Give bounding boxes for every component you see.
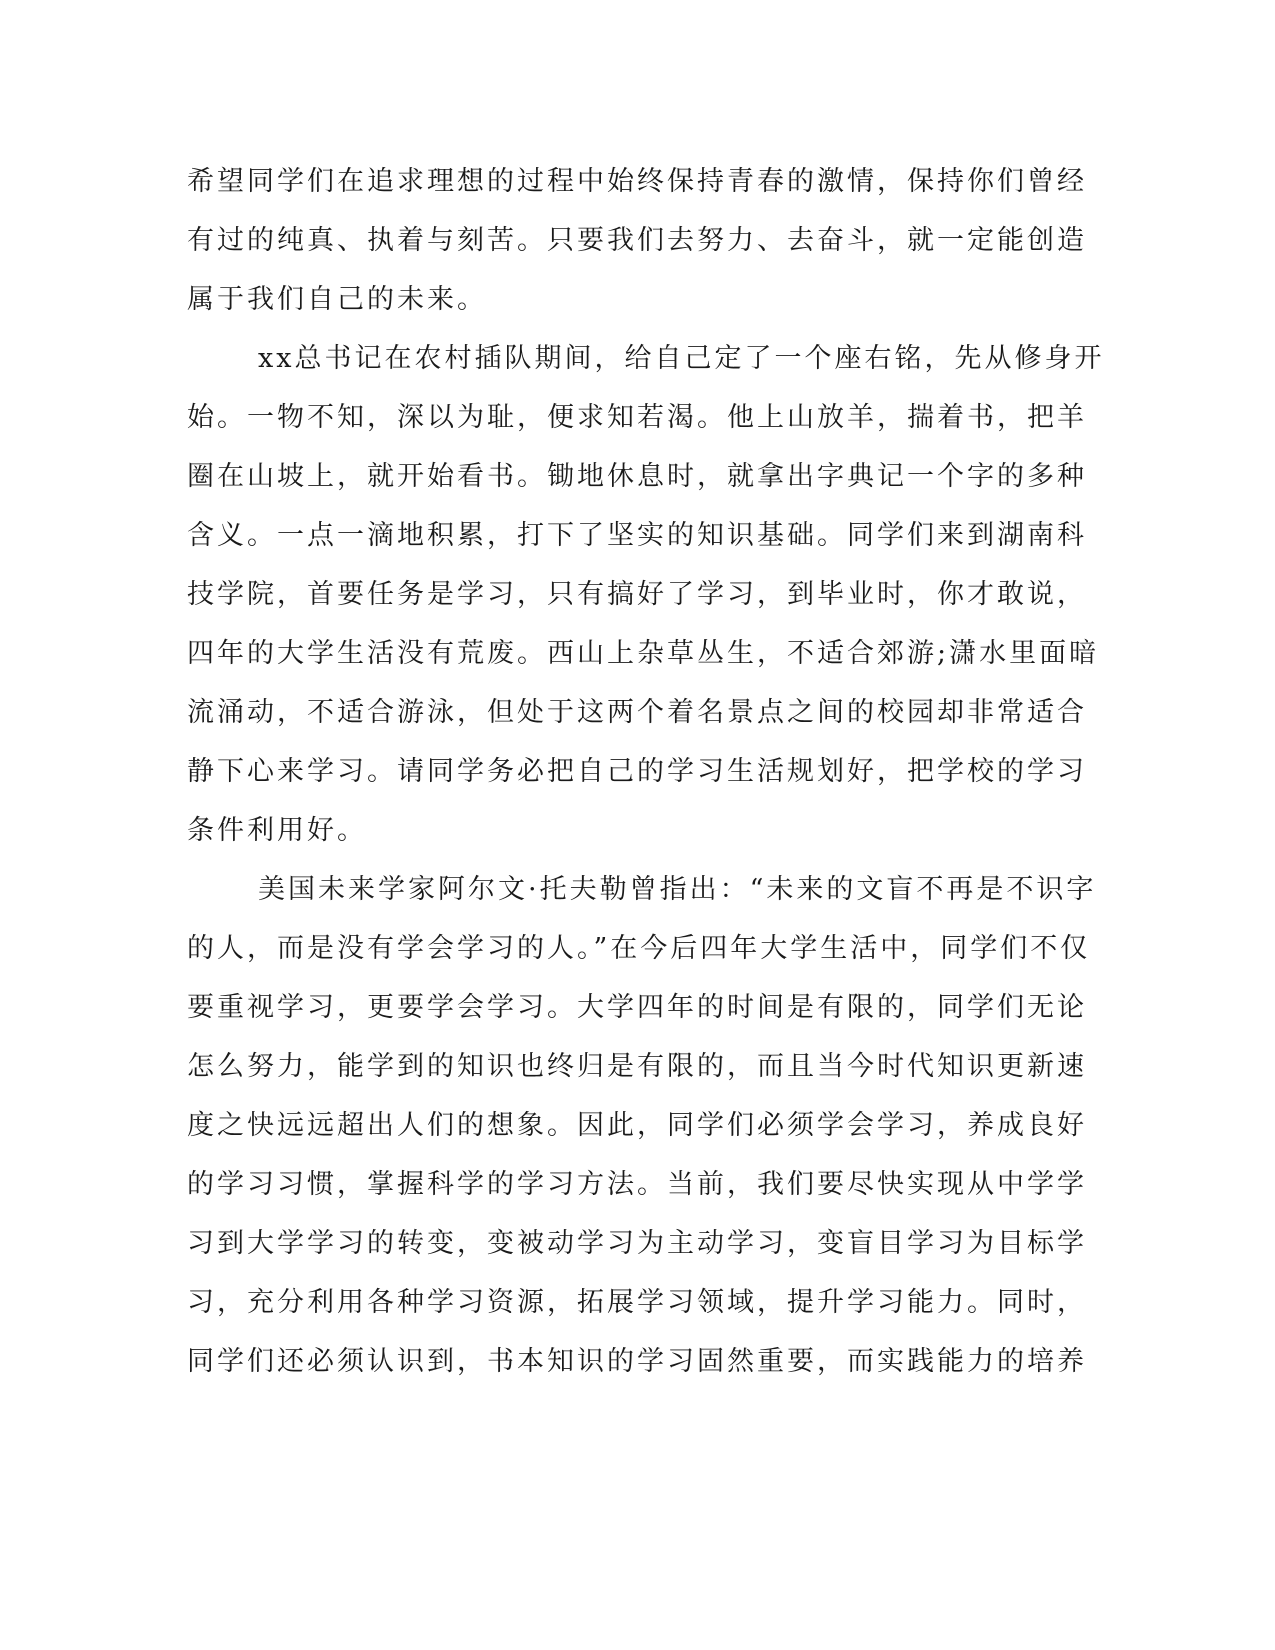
text-line: 四年的大学生活没有荒废。西山上杂草丛生，不适合郊游;潇水里面暗: [187, 638, 1100, 669]
text-line: 美国未来学家阿尔文·托夫勒曾指出：“未来的文盲不再是不识字: [258, 874, 1097, 905]
text-line: xx总书记在农村插队期间，给自己定了一个座右铭，先从修身开: [258, 343, 1105, 374]
text-line: 习，充分利用各种学习资源，拓展学习领域，提升学习能力。同时，: [187, 1287, 1087, 1318]
text-line: 有过的纯真、执着与刻苦。只要我们去努力、去奋斗，就一定能创造: [187, 225, 1087, 256]
text-line: 圈在山坡上，就开始看书。锄地休息时，就拿出字典记一个字的多种: [187, 461, 1087, 492]
text-line: 条件利用好。: [187, 815, 367, 846]
text-line: 静下心来学习。请同学务必把自己的学习生活规划好，把学校的学习: [187, 756, 1087, 787]
text-line: 始。一物不知，深以为耻，便求知若渴。他上山放羊，揣着书，把羊: [187, 402, 1087, 433]
text-line: 习到大学学习的转变，变被动学习为主动学习，变盲目学习为目标学: [187, 1228, 1087, 1259]
text-line: 同学们还必须认识到，书本知识的学习固然重要，而实践能力的培养: [187, 1346, 1087, 1377]
text-line: 希望同学们在追求理想的过程中始终保持青春的激情，保持你们曾经: [187, 166, 1087, 197]
text-line: 含义。一点一滴地积累，打下了坚实的知识基础。同学们来到湖南科: [187, 520, 1087, 551]
text-line: 属于我们自己的未来。: [187, 284, 487, 315]
text-line: 流涌动，不适合游泳，但处于这两个着名景点之间的校园却非常适合: [187, 697, 1087, 728]
text-line: 度之快远远超出人们的想象。因此，同学们必须学会学习，养成良好: [187, 1110, 1087, 1141]
text-line: 怎么努力，能学到的知识也终归是有限的，而且当今时代知识更新速: [187, 1051, 1087, 1082]
text-line: 的人，而是没有学会学习的人。”在今后四年大学生活中，同学们不仅: [187, 933, 1091, 964]
text-line: 的学习习惯，掌握科学的学习方法。当前，我们要尽快实现从中学学: [187, 1169, 1087, 1200]
text-line: 要重视学习，更要学会学习。大学四年的时间是有限的，同学们无论: [187, 992, 1087, 1023]
text-line: 技学院，首要任务是学习，只有搞好了学习，到毕业时，你才敢说，: [187, 579, 1087, 610]
